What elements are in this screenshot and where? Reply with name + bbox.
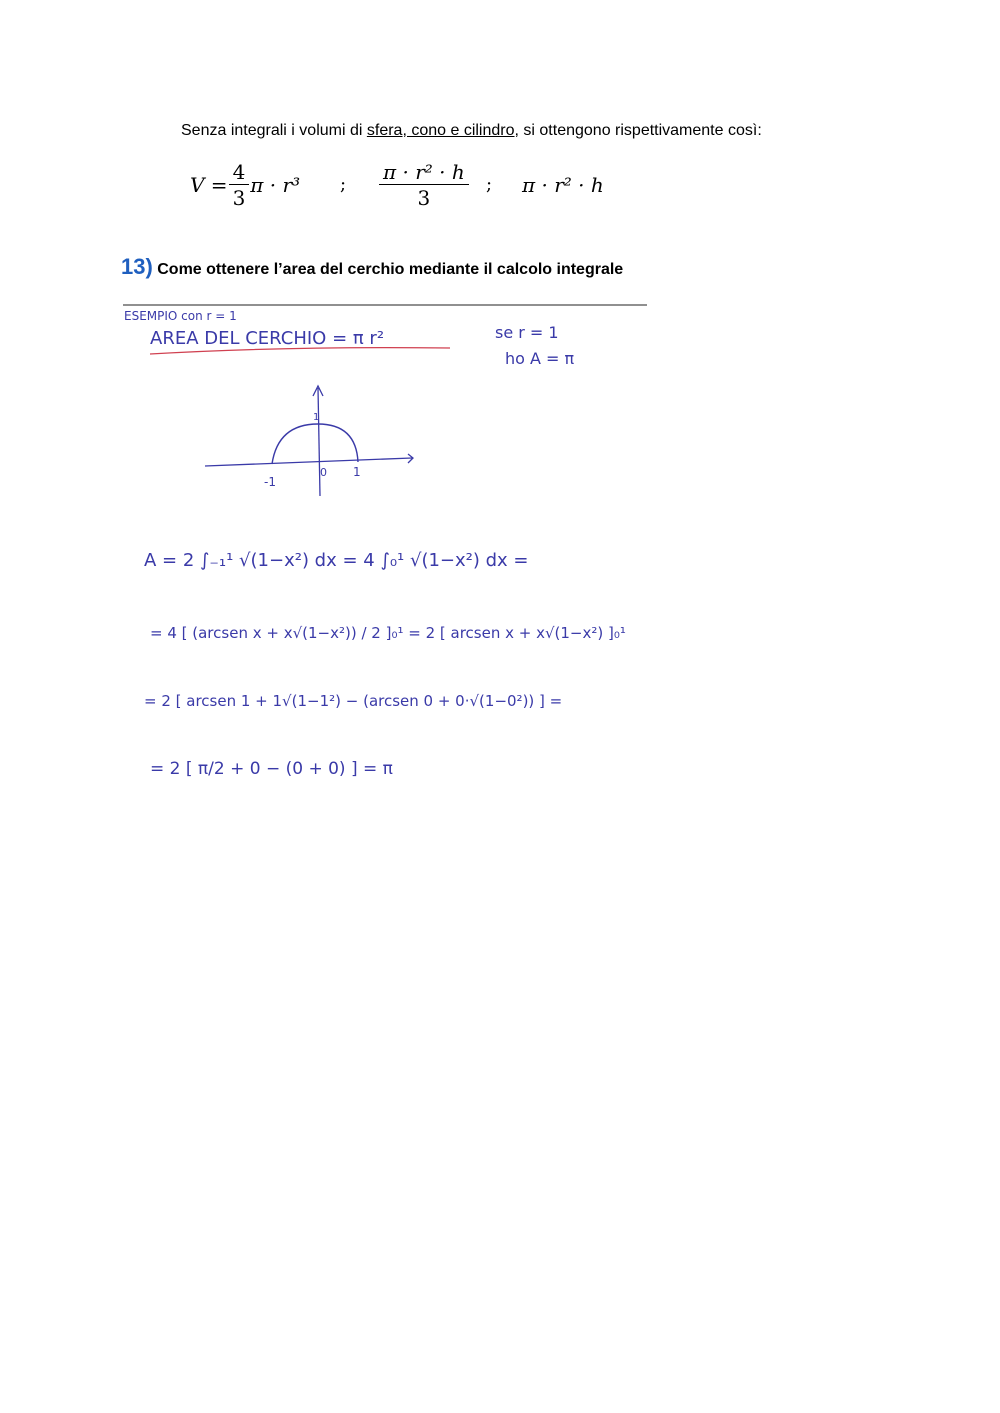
graph-y-tick: 1 (313, 412, 320, 423)
note-line-1: se r = 1 (495, 323, 559, 342)
handwritten-notes (120, 296, 660, 816)
cylinder-formula (522, 158, 604, 212)
example-label: ESEMPIO con r = 1 (124, 309, 237, 323)
sphere-lhs: V = (190, 173, 228, 197)
sphere-numerator: 4 (232, 159, 246, 184)
x-axis (205, 458, 412, 466)
section-heading (121, 254, 623, 280)
note-line-2: ho A = π (505, 349, 575, 368)
cylinder-expression: π · r² · h (522, 173, 604, 197)
handwritten-line-3: = 2 [ arcsen 1 + 1√(1−1²) − (arcsen 0 + 0·√(1−0²)) ] = (144, 692, 563, 710)
intro-paragraph (181, 121, 762, 141)
handwritten-line-1: A = 2 ∫₋₁¹ √(1−x²) dx = 4 ∫₀¹ √(1−x²) dx = (144, 550, 529, 571)
sphere-denominator: 3 (229, 184, 250, 211)
semicircle-curve (272, 424, 358, 464)
sphere-rest: π · r³ (250, 173, 301, 197)
section-title-text: Come ottenere l’area del cerchio mediante il calcolo integrale (157, 261, 624, 278)
volume-formulas (190, 158, 620, 212)
section-number: 13) (121, 254, 153, 279)
graph-x-pos: 1 (353, 465, 361, 479)
handwritten-line-2: = 4 [ (arcsen x + x√(1−x²)) / 2 ]₀¹ = 2 [ arcsen x + x√(1−x²) ]₀¹ (150, 624, 626, 642)
sphere-formula (190, 158, 300, 212)
separator-1: ; (340, 174, 347, 195)
cone-numerator: π · r² · h (383, 159, 465, 184)
handwritten-line-4: = 2 [ π/2 + 0 − (0 + 0) ] = π (150, 759, 393, 779)
graph-x-neg: -1 (264, 475, 276, 489)
graph-origin: 0 (320, 466, 327, 479)
y-axis (318, 388, 320, 496)
separator-2: ; (486, 174, 493, 195)
cone-fraction (381, 160, 467, 211)
handwritten-heading: AREA DEL CERCHIO = π r² (150, 328, 385, 349)
intro-text-before: Senza integrali i volumi di (181, 122, 367, 139)
intro-underlined: sfera, cono e cilindro (366, 122, 515, 139)
semicircle-graph (205, 386, 413, 496)
cone-denominator: 3 (379, 184, 469, 211)
cone-formula (378, 158, 470, 212)
intro-text-after: , si ottengono rispettivamente così: (514, 122, 762, 139)
sphere-fraction (231, 160, 248, 211)
